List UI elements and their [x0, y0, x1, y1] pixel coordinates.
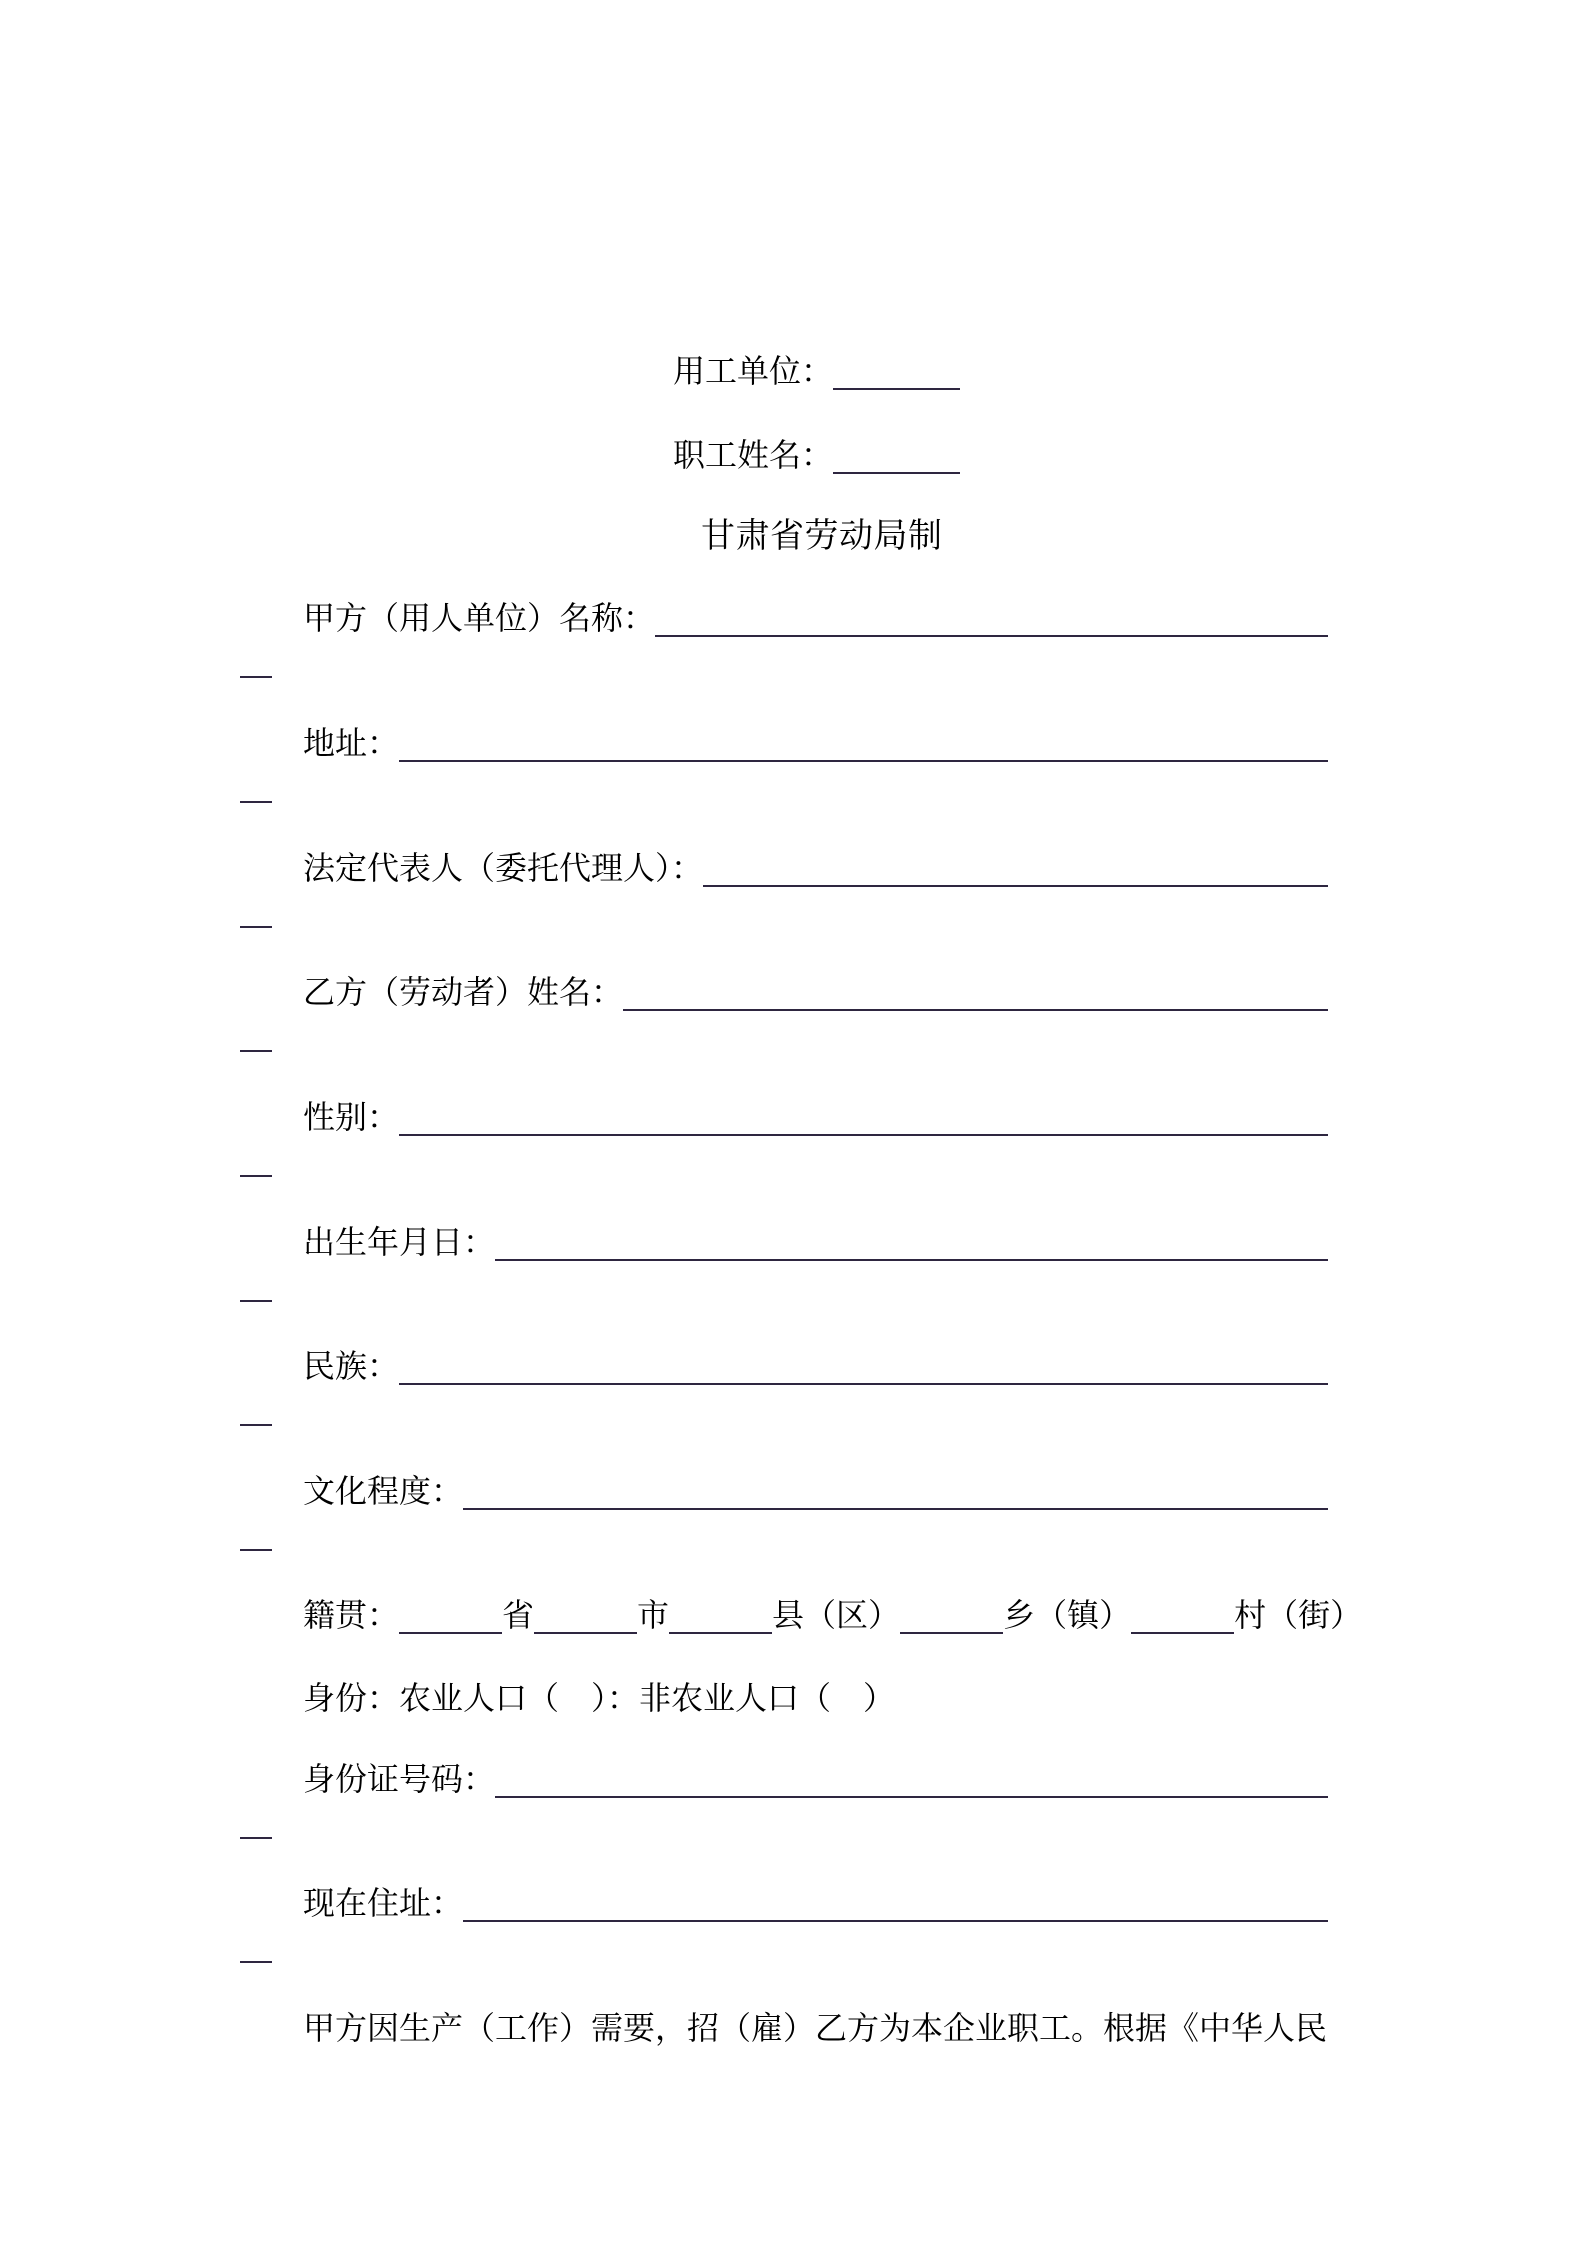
field-legal-representative: [303, 849, 1328, 887]
current-address-blank[interactable]: [463, 1884, 1328, 1922]
field-employing-unit: [673, 352, 960, 390]
margin-dash: [240, 676, 272, 678]
city-label: 市: [637, 1597, 670, 1633]
education-level-blank[interactable]: [463, 1472, 1328, 1510]
birth-date-label: 出生年月日：: [303, 1224, 496, 1260]
current-address-label: 现在住址：: [303, 1885, 464, 1921]
field-education-level: [303, 1472, 1328, 1510]
legal-representative-blank[interactable]: [703, 849, 1328, 887]
employee-name-label: 职工姓名：: [673, 437, 834, 473]
margin-dash: [240, 1961, 272, 1963]
field-employee-name: [673, 436, 960, 474]
margin-dash: [240, 926, 272, 928]
id-number-blank[interactable]: [495, 1760, 1328, 1798]
legal-representative-label: 法定代表人（委托代理人）：: [303, 850, 704, 886]
township-blank[interactable]: [900, 1596, 1003, 1634]
field-native-place: [303, 1596, 1363, 1634]
birth-date-blank[interactable]: [495, 1223, 1328, 1261]
field-gender: [303, 1098, 1328, 1136]
issuer-line: 甘肃省劳动局制: [701, 518, 943, 555]
margin-dash: [240, 801, 272, 803]
employing-unit-label: 用工单位：: [673, 353, 834, 389]
margin-dash: [240, 1837, 272, 1839]
party-a-name-blank[interactable]: [655, 599, 1328, 637]
field-identity-type: 身份：农业人口（ ）：非农业人口（ ）: [303, 1680, 896, 1716]
education-level-label: 文化程度：: [303, 1473, 464, 1509]
employee-name-blank[interactable]: [833, 436, 960, 474]
employing-unit-blank[interactable]: [833, 352, 960, 390]
margin-dash: [240, 1300, 272, 1302]
field-birth-date: [303, 1223, 1328, 1261]
address-blank[interactable]: [399, 724, 1328, 762]
address-label: 地址：: [303, 725, 400, 761]
gender-label: 性别：: [303, 1099, 400, 1135]
margin-dash: [240, 1175, 272, 1177]
field-address: [303, 724, 1328, 762]
field-id-number: [303, 1760, 1328, 1798]
province-label: 省: [502, 1597, 535, 1633]
id-number-label: 身份证号码：: [303, 1761, 496, 1797]
county-blank[interactable]: [669, 1596, 772, 1634]
party-a-name-label: 甲方（用人单位）名称：: [303, 600, 656, 636]
village-label: 村（街）: [1234, 1597, 1363, 1633]
margin-dash: [240, 1050, 272, 1052]
field-ethnicity: [303, 1347, 1328, 1385]
township-label: 乡（镇）: [1003, 1597, 1132, 1633]
county-label: 县（区）: [772, 1597, 901, 1633]
province-blank[interactable]: [399, 1596, 502, 1634]
margin-dash: [240, 1549, 272, 1551]
native-place-label: 籍贯：: [303, 1597, 400, 1633]
gender-blank[interactable]: [399, 1098, 1328, 1136]
city-blank[interactable]: [534, 1596, 637, 1634]
field-party-a-name: [303, 599, 1328, 637]
party-b-name-label: 乙方（劳动者）姓名：: [303, 974, 624, 1010]
contract-opening-paragraph: 甲方因生产（工作）需要，招（雇）乙方为本企业职工。根据《中华人民: [303, 2010, 1328, 2046]
ethnicity-blank[interactable]: [399, 1347, 1328, 1385]
village-blank[interactable]: [1131, 1596, 1234, 1634]
field-current-address: [303, 1884, 1328, 1922]
ethnicity-label: 民族：: [303, 1348, 400, 1384]
field-party-b-name: [303, 973, 1328, 1011]
margin-dash: [240, 1424, 272, 1426]
party-b-name-blank[interactable]: [623, 973, 1328, 1011]
